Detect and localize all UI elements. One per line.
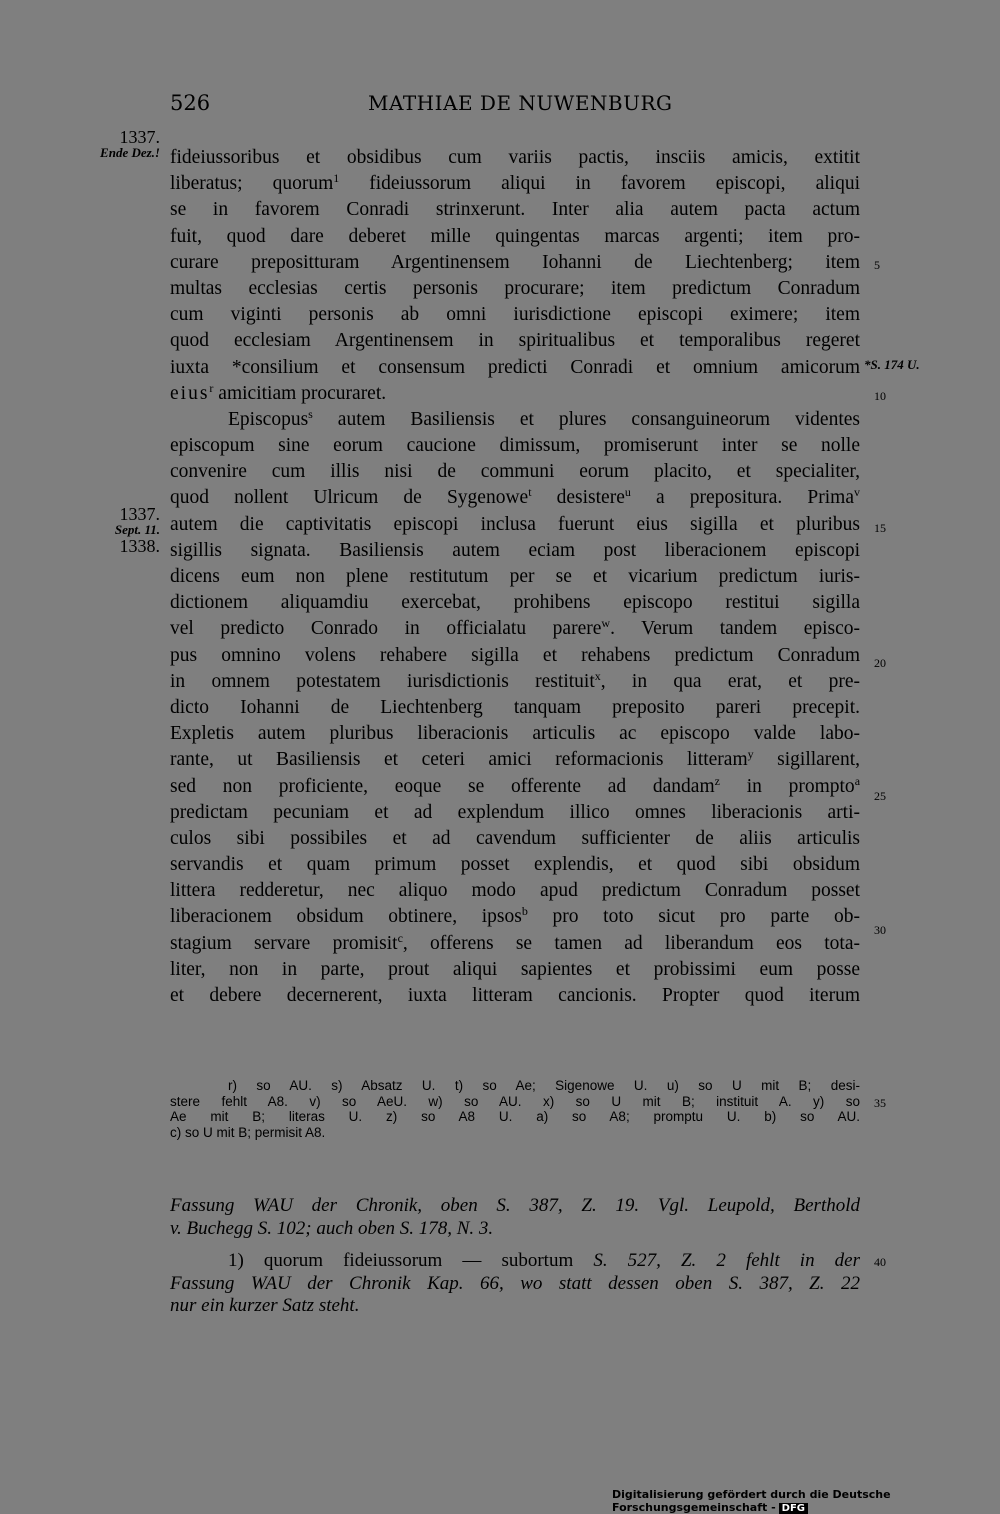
footnote-line: 1) quorum fideiussorum — subortum S. 527, Z. 2 fehlt in der (228, 1250, 860, 1271)
text-line: se in favorem Conradi strinxerunt. Inter alia autem pacta actum (170, 199, 860, 221)
text-line: eius$^r$ amicitiam procuraret. (170, 380, 387, 404)
text-line: fuit, quod dare deberet mille quingentas marcas argenti; item pro- (170, 225, 860, 247)
footnote-line: v. Buchegg S. 102; auch oben S. 178, N. 3. (170, 1217, 494, 1239)
margin-year: 1338. (119, 536, 160, 556)
text-line: multas ecclesias certis personis procurare; item predictum Conradum (170, 277, 860, 299)
apparatus-line: r) so AU. s) Absatz U. t) so Ae; Sigenowe U. u) so U mit B; desi- (228, 1078, 860, 1093)
running-title: MATHIAE DE NUWENBURG (368, 91, 673, 115)
text-line: servandis et quam primum posset explendis, et quod sibi obsidum (170, 854, 860, 876)
line-number: 25 (874, 789, 886, 803)
page-number: 526 (170, 91, 211, 115)
margin-date-1 (78, 128, 160, 160)
margin-year: 1337. (119, 127, 160, 147)
margin-year: 1337. (119, 504, 160, 524)
text-line: episcopum sine eorum caucione dimissum, promiserunt inter se nolle (170, 435, 860, 457)
text-line: liter, non in parte, prout aliqui sapientes et probissimi eum posse (170, 958, 860, 980)
line-number: 10 (874, 389, 886, 403)
line-number: 35 (874, 1096, 886, 1110)
text-line: liberatus; quorum$^1$ fideiussorum aliqui in favorem episcopi, aliqui (170, 171, 860, 195)
text-line: pus omnino volens rehabere sigilla et rehabens predictum Conradum (170, 644, 860, 666)
text-line: sigillis signata. Basiliensis autem eciam post liberacionem episcopi (170, 539, 860, 561)
text-line: vel predicto Conrado in officialatu parere$^w$. Verum tandem episco- (170, 616, 861, 640)
footnotes (170, 1195, 860, 1318)
footnote-line: nur ein kurzer Satz steht. (170, 1295, 360, 1316)
text-line: cum viginti personis ab omni iurisdictione episcopi eximere; item (170, 304, 860, 326)
text-line: quod nollent Ulricum de Sygenowe$^t$ desistere$^u$ a prepositura. Prima$^v$ (170, 485, 860, 509)
dfg-logo: DFG (779, 1503, 808, 1514)
text-line: dicto Iohanni de Liechtenberg tanquam preposito pareri precepit. (170, 696, 860, 718)
footnote-line: Fassung WAU der Chronik Kap. 66, wo statt dessen oben S. 387, Z. 22 (170, 1272, 860, 1294)
text-line: rante, ut Basiliensis et ceteri amici reformacionis litteram$^y$ sigillarent, (170, 747, 860, 771)
apparatus-line: stere fehlt A8. v) so AeU. w) so AU. x) so U mit B; instituit A. y) so (170, 1093, 860, 1109)
page-header (170, 91, 860, 121)
margin-date-2 (78, 505, 160, 555)
text-line: sed non proficiente, eoque se offerente ad dandam$^z$ in prompto$^a$ (170, 773, 861, 797)
text-line: et debere decernerent, iuxta litteram cancionis. Propter quod iterum (170, 985, 860, 1006)
text-line: dicens eum non plene restitutum per se et vicarium predictum iuris- (170, 566, 860, 587)
footnote-line: Fassung WAU der Chronik, oben S. 387, Z. 19. Vgl. Leupold, Berthold (170, 1195, 860, 1216)
text-line: fideiussoribus et obsidibus cum variis pactis, insciis amicis, extitit (170, 147, 860, 168)
text-line: Expletis autem pluribus liberacionis articulis ac episcopo valde labo- (170, 723, 860, 745)
apparatus-line: Ae mit B; literas U. z) so A8 U. a) so A8; promptu U. b) so AU. (170, 1109, 860, 1124)
text-line: quod ecclesiam Argentinensem in spiritualibus et temporalibus regeret (170, 330, 860, 352)
credit-text: Digitalisierung gefördert durch die Deutsche Forschungsgemeinschaft - (612, 1488, 891, 1514)
text-line: predictam pecuniam et ad explendum illico omnes liberacionis arti- (170, 801, 860, 823)
text-line: curare prepositturam Argentinensem Iohanni de Liechtenberg; item (170, 251, 860, 273)
critical-apparatus (170, 1078, 860, 1140)
apparatus-line: c) so U mit B; permisit A8. (170, 1124, 326, 1140)
text-line: littera redderetur, nec aliquo modo apud predictum Conradum posset (170, 880, 860, 902)
text-line: dictionem aliquamdiu exercebat, prohibens episcopo restitui sigilla (170, 592, 860, 614)
main-text (170, 145, 860, 1009)
text-line: liberacionem obsidum obtinere, ipsos$^b$ pro toto sicut pro parte ob- (170, 904, 860, 928)
text-line: Episcopus$^s$ autem Basiliensis et plures consanguineorum videntes (228, 406, 860, 430)
digitization-credit (612, 1488, 1000, 1514)
margin-date-text: Ende Dez.! (100, 145, 160, 160)
margin-date-text: Sept. 11. (114, 522, 160, 537)
line-number: 30 (874, 923, 886, 937)
line-number: 40 (874, 1255, 886, 1269)
line-number: 15 (874, 521, 886, 535)
line-number: 20 (874, 656, 886, 670)
text-line: iuxta *consilium et consensum predicti Conradi et omnium amicorum (170, 356, 860, 378)
text-line: stagium servare promisit$^c$, offerens se tamen ad liberandum eos tota- (170, 930, 860, 954)
text-line: convenire cum illis nisi de communi eorum placito, et specialiter, (170, 461, 860, 483)
line-number: 5 (874, 258, 880, 272)
margin-siglum: *S. 174 U. (864, 357, 920, 372)
text-line: culos sibi possibiles et ad cavendum sufficienter de aliis articulis (170, 827, 860, 849)
text-line: in omnem potestatem iurisdictionis restituit$^x$, in qua erat, et pre- (170, 668, 861, 692)
text-line: autem die captivitatis episcopi inclusa fuerunt eius sigilla et pluribus (170, 513, 860, 535)
